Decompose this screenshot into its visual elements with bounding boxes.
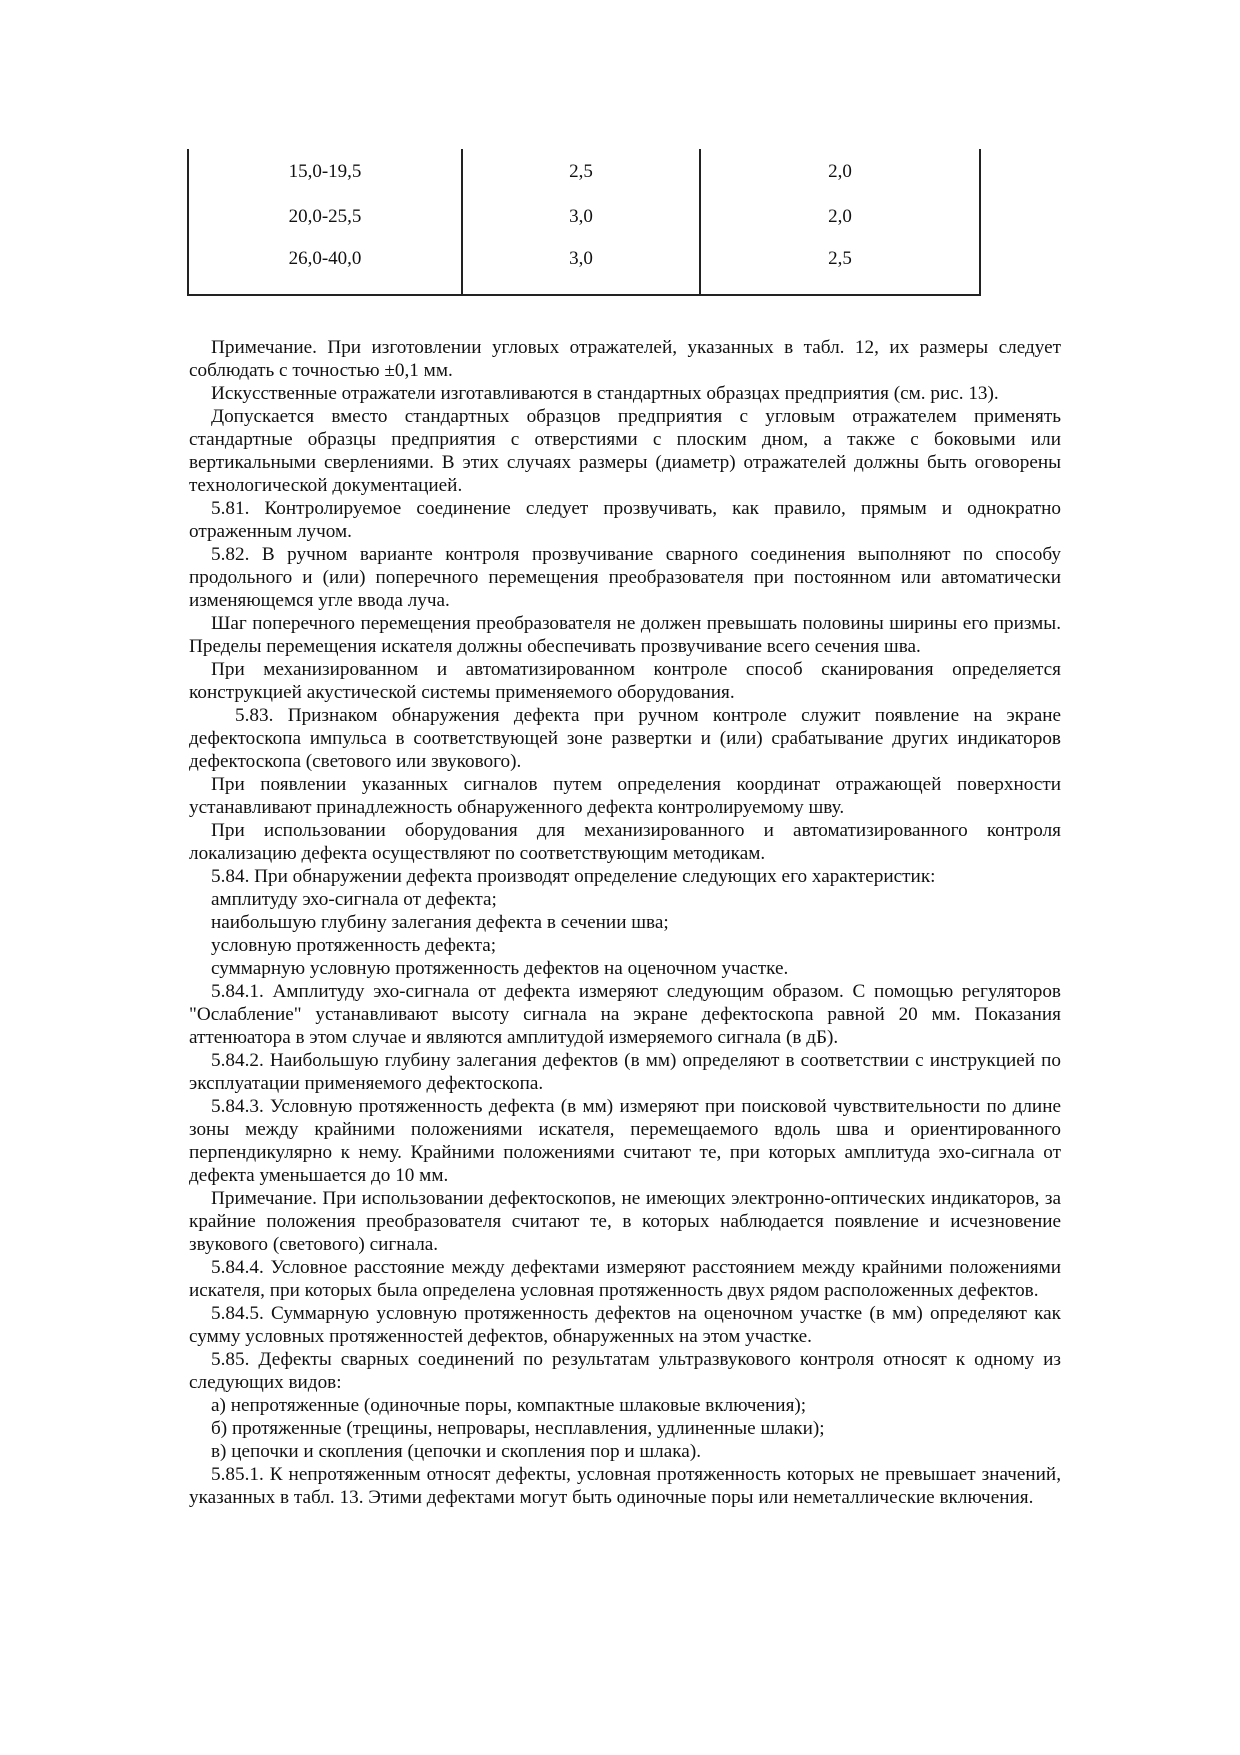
paragraph: При появлении указанных сигналов путем определения координат отражающей поверхности устанавливают принадлежность обнаруженного дефекта контролируемому шву. <box>189 774 1061 818</box>
list-item: а) непротяженные (одиночные поры, компактные шлаковые включения); <box>211 1395 807 1416</box>
table-cell: 3,0 <box>462 194 700 239</box>
table-row <box>188 194 980 239</box>
clause-5-81: 5.81. Контролируемое соединение следует прозвучивать, как правило, прямым и однократно отраженным лучом. <box>189 498 1061 542</box>
clause-5-83: 5.83. Признаком обнаружения дефекта при ручном контроле служит появление на экране дефектоскопа импульса в соответствующей зоне развертки и (или) срабатывание других индикаторов дефектоскопа (светового или звукового). <box>189 705 1061 772</box>
dimensions-table-grid <box>187 149 981 296</box>
table-cell: 20,0-25,5 <box>188 194 462 239</box>
clause-5-84-4: 5.84.4. Условное расстояние между дефектами измеряют расстоянием между крайними положениями искателя, при которых была определена условная протяженность двух рядом расположенных дефектов. <box>189 1257 1061 1301</box>
table-cell: 2,0 <box>700 149 980 194</box>
note-paragraph: Примечание. При изготовлении угловых отражателей, указанных в табл. 12, их размеры следует соблюдать с точностью ±0,1 мм. <box>189 337 1061 381</box>
table-row <box>188 239 980 295</box>
list-item: наибольшую глубину залегания дефекта в сечении шва; <box>211 912 669 933</box>
clause-5-84-2: 5.84.2. Наибольшую глубину залегания дефектов (в мм) определяют в соответствии с инструкцией по эксплуатации применяемого дефектоскопа. <box>189 1050 1061 1094</box>
table-cell: 2,0 <box>700 194 980 239</box>
clause-5-84: 5.84. При обнаружении дефекта производят определение следующих его характеристик: <box>211 866 936 887</box>
document-body <box>189 336 1061 1509</box>
paragraph: При использовании оборудования для механизированного и автоматизированного контроля локализацию дефекта осуществляют по соответствующим методикам. <box>189 820 1061 864</box>
table-cell: 2,5 <box>700 239 980 295</box>
table-cell: 3,0 <box>462 239 700 295</box>
clause-5-84-5: 5.84.5. Суммарную условную протяженность дефектов на оценочном участке (в мм) определяют как сумму условных протяженностей дефектов, обнаруженных на этом участке. <box>189 1303 1061 1347</box>
clause-5-82: 5.82. В ручном варианте контроля прозвучивание сварного соединения выполняют по способу продольного и (или) поперечного перемещения преобразователя при постоянном или автоматически изменяющемся угле ввода луча. <box>189 544 1061 611</box>
dimensions-table <box>187 149 979 314</box>
list-item: условную протяженность дефекта; <box>211 935 497 956</box>
paragraph: Допускается вместо стандартных образцов предприятия с угловым отражателем применять стандартные образцы предприятия с отверстиями с плоским дном, а также с боковыми или вертикальными сверлениями. В этих случаях размеры (диаметр) отражателей должны быть оговорены технологической документацией. <box>189 406 1061 496</box>
list-item: суммарную условную протяженность дефектов на оценочном участке. <box>211 958 789 979</box>
table-cell: 2,5 <box>462 149 700 194</box>
table-cell: 26,0-40,0 <box>188 239 462 295</box>
list-item: в) цепочки и скопления (цепочки и скопления пор и шлака). <box>211 1441 702 1462</box>
table-cell: 15,0-19,5 <box>188 149 462 194</box>
paragraph: Шаг поперечного перемещения преобразователя не должен превышать половины ширины его призмы. Пределы перемещения искателя должны обеспечивать прозвучивание всего сечения шва. <box>189 613 1061 657</box>
table-row <box>188 149 980 194</box>
note-paragraph: Примечание. При использовании дефектоскопов, не имеющих электронно-оптических индикаторов, за крайние положения преобразователя считают те, в которых наблюдается появление и исчезновение звукового (светового) сигнала. <box>189 1188 1061 1255</box>
clause-5-85: 5.85. Дефекты сварных соединений по результатам ультразвукового контроля относят к одному из следующих видов: <box>189 1349 1061 1393</box>
clause-5-84-1: 5.84.1. Амплитуду эхо-сигнала от дефекта измеряют следующим образом. С помощью регуляторов "Ослабление" устанавливают высоту сигнала на экране дефектоскопа равной 20 мм. Показания аттенюатора в этом случае и являются амплитудой измеряемого сигнала (в дБ). <box>189 981 1061 1048</box>
list-item: б) протяженные (трещины, непровары, несплавления, удлиненные шлаки); <box>211 1418 825 1439</box>
paragraph: Искусственные отражатели изготавливаются в стандартных образцах предприятия (см. рис. 13). <box>211 383 999 404</box>
list-item: амплитуду эхо-сигнала от дефекта; <box>211 889 497 910</box>
paragraph: При механизированном и автоматизированном контроле способ сканирования определяется конструкцией акустической системы применяемого оборудования. <box>189 659 1061 703</box>
clause-5-84-3: 5.84.3. Условную протяженность дефекта (в мм) измеряют при поисковой чувствительности по длине зоны между крайними положениями искателя, перемещаемого вдоль шва и ориентированного перпендикулярно к нему. Крайними положениями считают те, при которых амплитуда эхо-сигнала от дефекта уменьшается до 10 мм. <box>189 1096 1061 1186</box>
clause-5-85-1: 5.85.1. К непротяженным относят дефекты, условная протяженность которых не превышает значений, указанных в табл. 13. Этими дефектами могут быть одиночные поры или неметаллические включения. <box>189 1464 1061 1508</box>
